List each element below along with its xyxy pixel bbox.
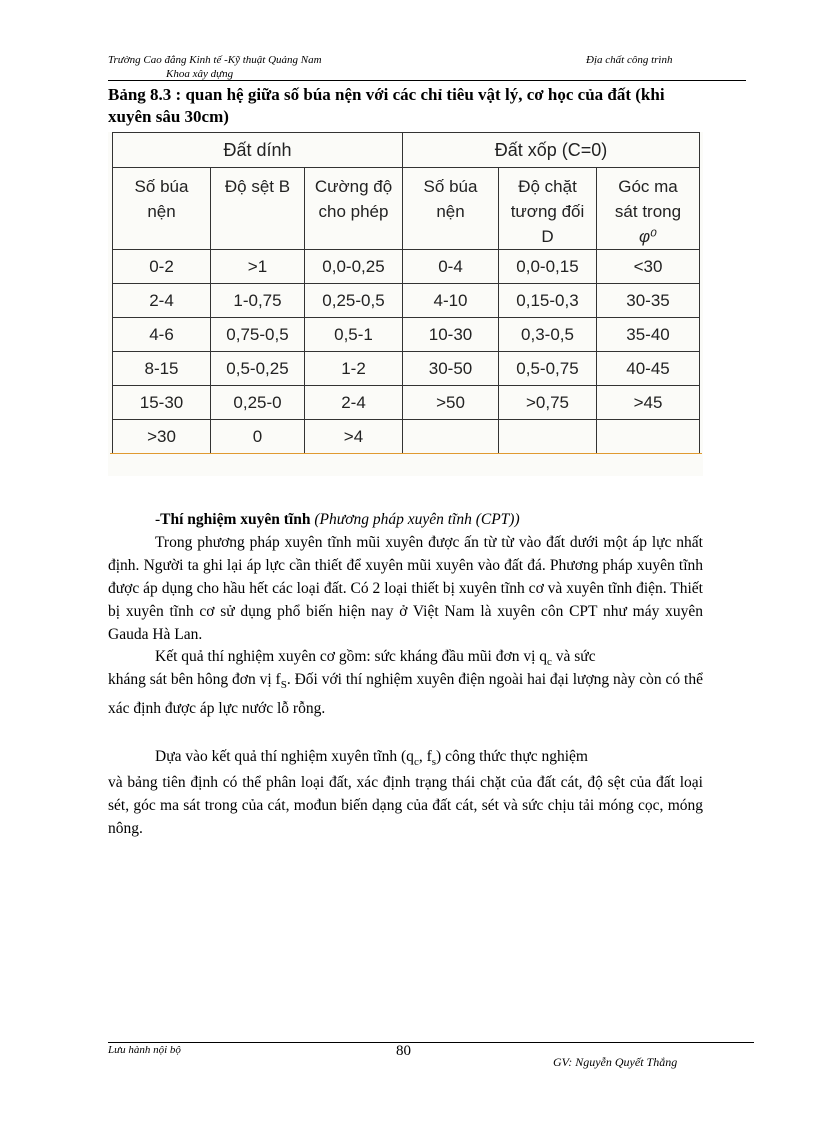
table-cell: 30-50 — [403, 352, 499, 386]
table-cell: >30 — [113, 420, 211, 454]
table-cell: 40-45 — [597, 352, 700, 386]
table-cell: 4-10 — [403, 284, 499, 318]
table-cell: <30 — [597, 250, 700, 284]
paragraph-3-line-2: và bảng tiên định có thể phân loại đất, xác định trạng thái chặt của đất cát, độ sệt của đất loại sét, góc ma sát trong của cát, mođun biến dạng của đất cát, sét và sức chịu tải móng cọc, móng nông. — [108, 774, 703, 837]
table-cell: 0,15-0,3 — [499, 284, 597, 318]
table-cell: 0,25-0 — [211, 386, 305, 420]
table-cell: 2-4 — [113, 284, 211, 318]
col-header: Số búa nện — [113, 168, 211, 250]
table-cell: >4 — [305, 420, 403, 454]
header-rule — [108, 80, 746, 81]
table-cell: 0,25-0,5 — [305, 284, 403, 318]
table-cell: 0,3-0,5 — [499, 318, 597, 352]
col-header: Góc ma sát trong φ⁰ — [597, 168, 700, 250]
table-cell: 2-4 — [305, 386, 403, 420]
table-cell: 0,5-0,25 — [211, 352, 305, 386]
table-row — [113, 386, 700, 420]
header-subject: Địa chất công trình — [586, 54, 673, 66]
header-school: Trường Cao đẳng Kinh tế -Kỹ thuật Quảng Nam — [108, 54, 322, 66]
table-cell: 8-15 — [113, 352, 211, 386]
col-header: Cường độ cho phép — [305, 168, 403, 250]
table-cell: 4-6 — [113, 318, 211, 352]
table-cell: >0,75 — [499, 386, 597, 420]
table-row — [113, 352, 700, 386]
table-cell: >50 — [403, 386, 499, 420]
table-cell: 30-35 — [597, 284, 700, 318]
footer-rule — [108, 1042, 754, 1043]
table-row — [113, 284, 700, 318]
table-cell: 0,0-0,25 — [305, 250, 403, 284]
table-cell: 0,0-0,15 — [499, 250, 597, 284]
table-cell: 35-40 — [597, 318, 700, 352]
paragraph-3-line-1: Dựa vào kết quả thí nghiệm xuyên tĩnh ($q_c$, $f_s$) công thức thực nghiệm — [155, 748, 588, 769]
table-cell — [597, 420, 700, 454]
group-cohesive: Đất dính — [113, 133, 403, 168]
table-cell: 0-4 — [403, 250, 499, 284]
table-image — [108, 132, 703, 476]
paragraph-2-line-1: Kết quả thí nghiệm xuyên cơ gồm: sức kháng đầu mũi đơn vị $q_c$ và sức — [155, 648, 596, 669]
header-faculty: Khoa xây dựng — [166, 68, 234, 80]
section-heading: -Thí nghiệm xuyên tĩnh (Phương pháp xuyên tĩnh (CPT)) — [155, 511, 520, 528]
data-table — [112, 132, 700, 454]
footer-author: GV: Nguyễn Quyết Thắng — [553, 1055, 678, 1069]
table-row — [113, 318, 700, 352]
table-cell: 0,75-0,5 — [211, 318, 305, 352]
col-header: Độ chặt tương đối D — [499, 168, 597, 250]
table-cell: 0-2 — [113, 250, 211, 284]
table-cell — [499, 420, 597, 454]
table-cell: 0 — [211, 420, 305, 454]
group-granular: Đất xốp (C=0) — [403, 133, 700, 168]
paragraph-2-line-2: kháng sát bên hông đơn vị $f_S$. Đối với thí nghiệm xuyên điện ngoài hai đại lượng này còn có thể xác định được áp lực nước lỗ rỗng. — [108, 671, 703, 718]
table-cell: >45 — [597, 386, 700, 420]
table-caption: Bảng 8.3 : quan hệ giữa số búa nện với các chỉ tiêu vật lý, cơ học của đất (khi xuyên sâu 30cm) — [108, 85, 665, 126]
page-number: 80 — [396, 1043, 411, 1059]
table-cell: 0,5-1 — [305, 318, 403, 352]
col-header: Độ sệt B — [211, 168, 305, 250]
table-group-row — [113, 133, 700, 168]
table-cell — [403, 420, 499, 454]
table-row — [113, 420, 700, 454]
table-header-row — [113, 168, 700, 250]
col-header: Số búa nện — [403, 168, 499, 250]
table-cell: 10-30 — [403, 318, 499, 352]
table-cell: 15-30 — [113, 386, 211, 420]
paragraph-1: Trong phương pháp xuyên tĩnh mũi xuyên được ấn từ từ vào đất dưới một áp lực nhất định. Người ta ghi lại áp lực cần thiết để xuyên mũi xuyên vào đất đá. Phương pháp xuyên tĩnh được áp dụng cho hầu hết các loại đất. Có 2 loại thiết bị xuyên tĩnh cơ và xuyên tĩnh điện. Thiết bị xuyên tĩnh cơ sử dụng phổ biến hiện nay ở Việt Nam là xuyên côn CPT như máy xuyên Gauda Hà Lan. — [108, 534, 703, 643]
footer-note: Lưu hành nội bộ — [108, 1044, 181, 1056]
table-cell: >1 — [211, 250, 305, 284]
table-bottom-rule — [110, 453, 702, 454]
table-row — [113, 250, 700, 284]
table-cell: 1-2 — [305, 352, 403, 386]
table-cell: 0,5-0,75 — [499, 352, 597, 386]
table-cell: 1-0,75 — [211, 284, 305, 318]
